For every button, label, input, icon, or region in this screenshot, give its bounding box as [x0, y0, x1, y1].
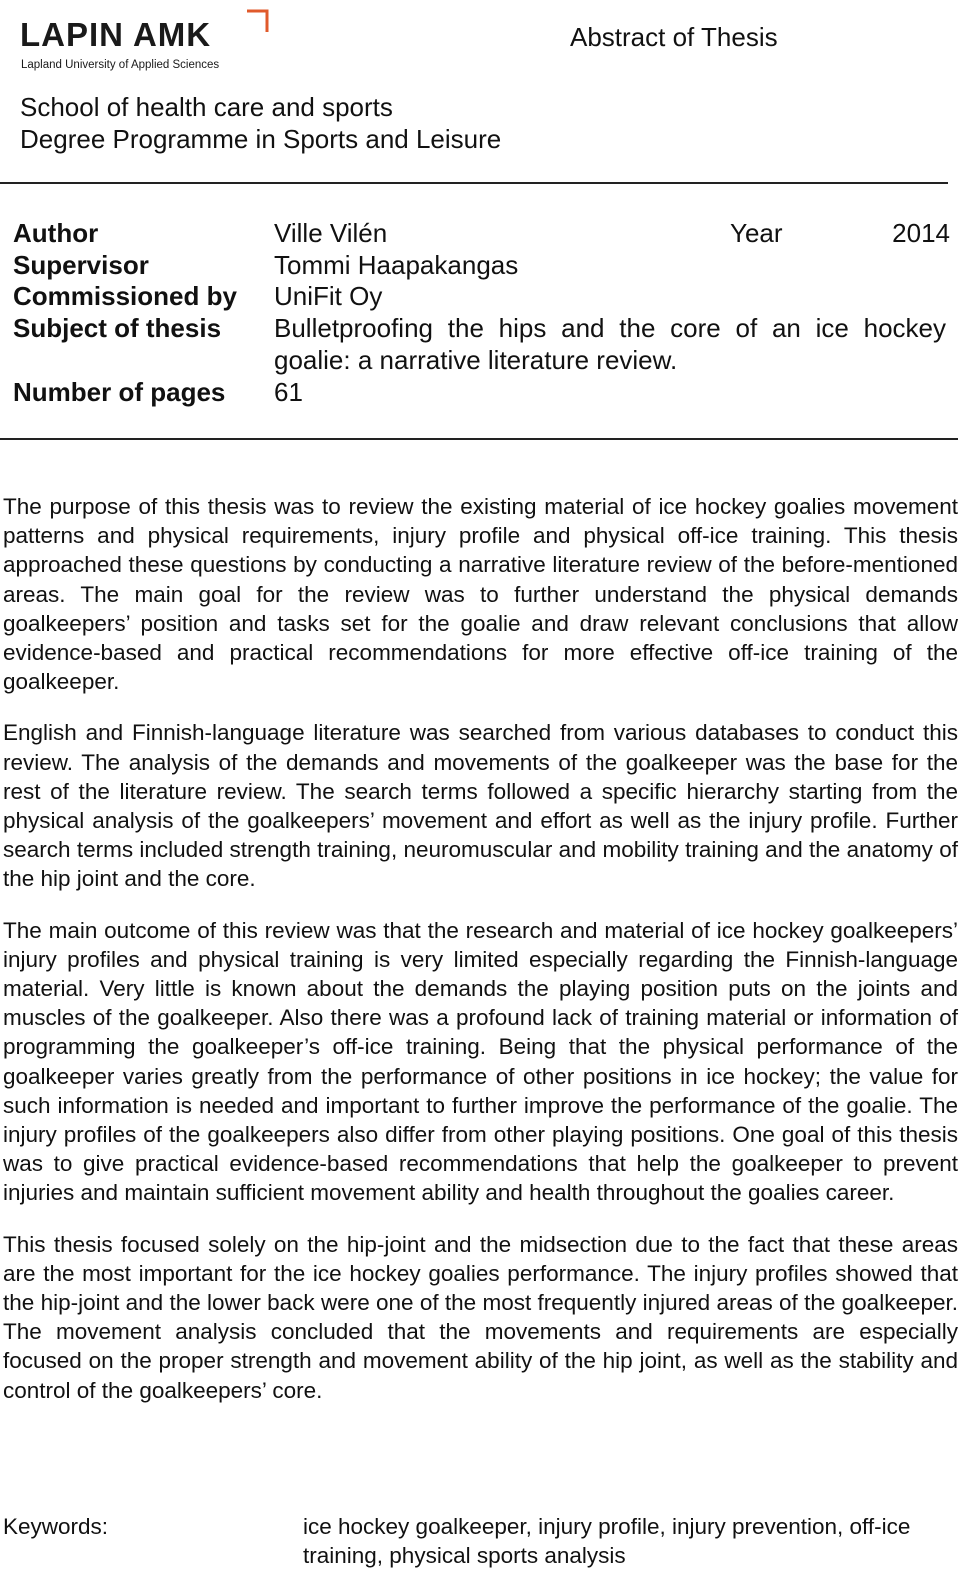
keywords-value: ice hockey goalkeeper, injury profile, injury prevention, off-ice training, physical sports analysis: [303, 1514, 911, 1569]
school-name: School of health care and sports: [20, 92, 393, 122]
university-logo: [20, 8, 260, 70]
document-type: Abstract of Thesis: [570, 22, 778, 52]
commissioned-label: Commissioned by: [13, 281, 237, 312]
keywords-label: Keywords:: [3, 1514, 109, 1539]
logo-name: LAPIN AMK: [20, 16, 212, 53]
commissioned-row: [13, 281, 960, 313]
department-block: [20, 91, 501, 155]
author-value: Ville Vilén: [274, 218, 388, 248]
year-label: Year: [730, 218, 783, 248]
header-divider: [0, 182, 948, 184]
thesis-metadata: [13, 218, 960, 408]
abstract-paragraph: The purpose of this thesis was to review the existing material of ice hockey goalies movement patterns and physical requirements, injury profile and physical off-ice training. This thesis approached these questions by conducting a narrative literature review of the before-mentioned areas. The main goal for the review was to further understand the physical demands goalkeepers’ position and tasks set for the goalie and draw relevant conclusions that allow evidence-based and practical recommendations for more effective off-ice training of the goalkeeper.: [3, 494, 958, 695]
pages-value: 61: [274, 376, 303, 407]
abstract-body: [3, 492, 958, 1427]
logo-subtitle: Lapland University of Applied Sciences: [21, 59, 220, 71]
subject-value: Bulletproofing the hips and the core of an ice hockey goalie: a narrative literature review.: [274, 313, 946, 375]
author-label: Author: [13, 218, 99, 248]
supervisor-label: Supervisor: [13, 249, 149, 280]
supervisor-value: Tommi Haapakangas: [274, 249, 519, 280]
author-row: [13, 218, 960, 250]
abstract-paragraph: English and Finnish-language literature was searched from various databases to conduct this review. The analysis of the demands and movements of the goalkeeper was the base for the rest of the literature review. The search terms followed a specific hierarchy starting from the physical analysis of the goalkeepers’ movement and effort as well as the injury profile. Further search terms included strength training, neuromuscular and mobility training and the anatomy of the hip joint and the core.: [3, 720, 958, 892]
metadata-divider: [0, 438, 958, 440]
keywords-row: [3, 1512, 943, 1570]
corner-bracket-icon: [245, 8, 271, 34]
supervisor-row: [13, 250, 960, 282]
subject-label: Subject of thesis: [13, 313, 222, 344]
abstract-paragraph: This thesis focused solely on the hip-joint and the midsection due to the fact that these areas are the most important for the ice hockey goalies performance. The injury profiles showed that the hip-joint and the lower back were one of the most frequently injured areas of the goalkeeper. The movement analysis concluded that the movements and requirements are especially focused on the proper strength and movement ability of the hip joint, as well as the stability and control of the goalkeepers’ core.: [3, 1231, 958, 1403]
abstract-paragraph: The main outcome of this review was that the research and material of ice hockey goalkeepers’ injury profiles and physical training is very limited especially regarding the Finnish-language material. Very little is known about the demands the playing position puts on the joints and muscles of the goalkeeper. Also there was a profound lack of training material or information of programming the goalkeeper’s off-ice training. Being that the physical performance of the goalkeeper varies greatly from the performance of other positions in ice hockey; the value for such information is needed and important to further improve the performance of the goalie. The injury profiles of the goalkeepers also differ from other playing positions. One goal of this thesis was to give practical evidence-based recommendations that help the goalkeeper to prevent injuries and maintain sufficient movement ability and health throughout the goalies career.: [3, 917, 958, 1206]
pages-row: [13, 377, 960, 409]
commissioned-value: UniFit Oy: [274, 281, 383, 312]
pages-label: Number of pages: [13, 376, 226, 407]
subject-row: [13, 313, 960, 376]
year-value: 2014: [892, 218, 950, 248]
degree-programme: Degree Programme in Sports and Leisure: [20, 124, 502, 154]
